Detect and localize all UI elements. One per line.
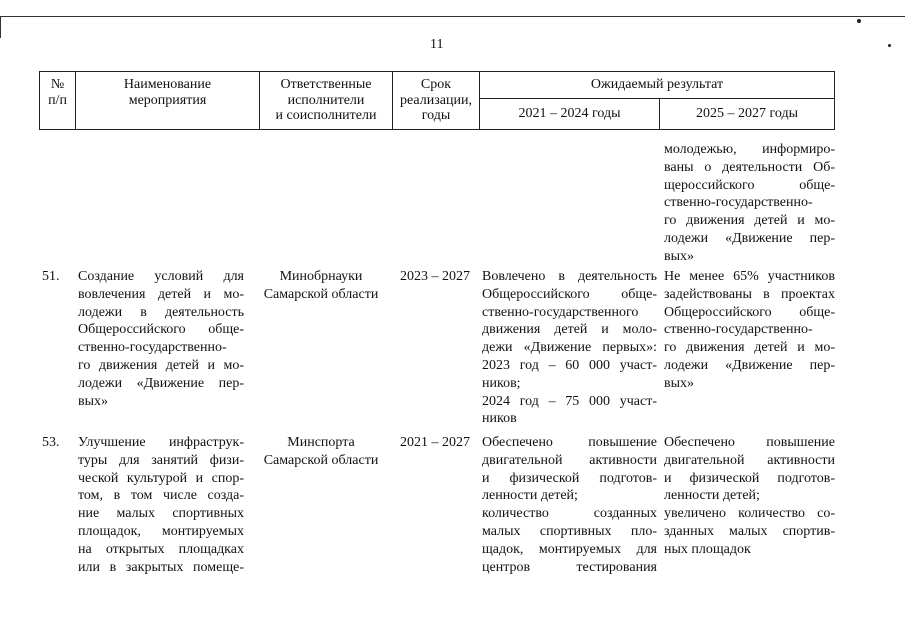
row-53-term: 2021 – 2027 (400, 435, 470, 450)
row-53-result-2021-2024: Обеспечено повышение двигательной активности и физической подготов- ленности детей; количество созданных малых спортивных пло- щадок, монтируемых для центров тестирования (482, 435, 657, 575)
row-51-result-2021-2024: Вовлечено в деятельность Общероссийского обще- ственно-государственного движения детей и моло- дежи «Движение первых»: 2023 год – 60 000 участ- ников; 2024 год – 75 000 участ- ников (482, 269, 657, 427)
table-header (39, 71, 835, 130)
row-51-result-2025-2027: Не менее 65% участников задействованы в проектах Общероссийского обще- ственно-государственно- го движения детей и мо- лодежи «Движение пер- вых» (664, 269, 835, 391)
row-51-name: Создание условий для вовлечения детей и мо- лодежи в деятельность Общероссийского обще- ственно-государственно- го движения детей и мо- лодежи «Движение пер- вых» (78, 269, 244, 409)
header-responsible: Ответственные исполнители и соисполнители (260, 72, 393, 130)
row-53-name: Улучшение инфраструк- туры для занятий физи- ческой культурой и спор- том, в том числе созда- ние малых спортивных площадок, монтируемых на открытых площадках или в закрытых помеще- (78, 435, 244, 575)
scan-frame-top (0, 16, 905, 17)
header-period-2021-2024: 2021 – 2024 годы (480, 99, 660, 130)
header-expected-result: Ожидаемый результат (480, 72, 835, 99)
header-name: Наименование мероприятия (76, 72, 260, 130)
continuation-result-2025-2027: молодежью, информиро- ваны о деятельности Об- щероссийского обще- ственно-государственно- го движения детей и мо- лодежи «Движение пер- вых» (664, 142, 835, 264)
row-53-responsible: Минспорта Самарской области (263, 435, 379, 468)
row-51-responsible: Минобрнауки Самарской области (263, 269, 379, 302)
scan-speck (888, 44, 891, 47)
row-51-number: 51. (42, 269, 60, 284)
header-period-2025-2027: 2025 – 2027 годы (660, 99, 835, 130)
row-53-result-2025-2027: Обеспечено повышение двигательной активности и физической подготов- ленности детей; увеличено количество со- зданных малых спортив- ных площадок (664, 435, 835, 557)
row-51-term: 2023 – 2027 (400, 269, 470, 284)
row-53-number: 53. (42, 435, 60, 450)
header-number: № п/п (40, 72, 76, 130)
header-term: Срок реализации, годы (393, 72, 480, 130)
page-number: 11 (430, 37, 444, 52)
scan-frame-left (0, 16, 1, 38)
scan-speck (857, 19, 861, 23)
